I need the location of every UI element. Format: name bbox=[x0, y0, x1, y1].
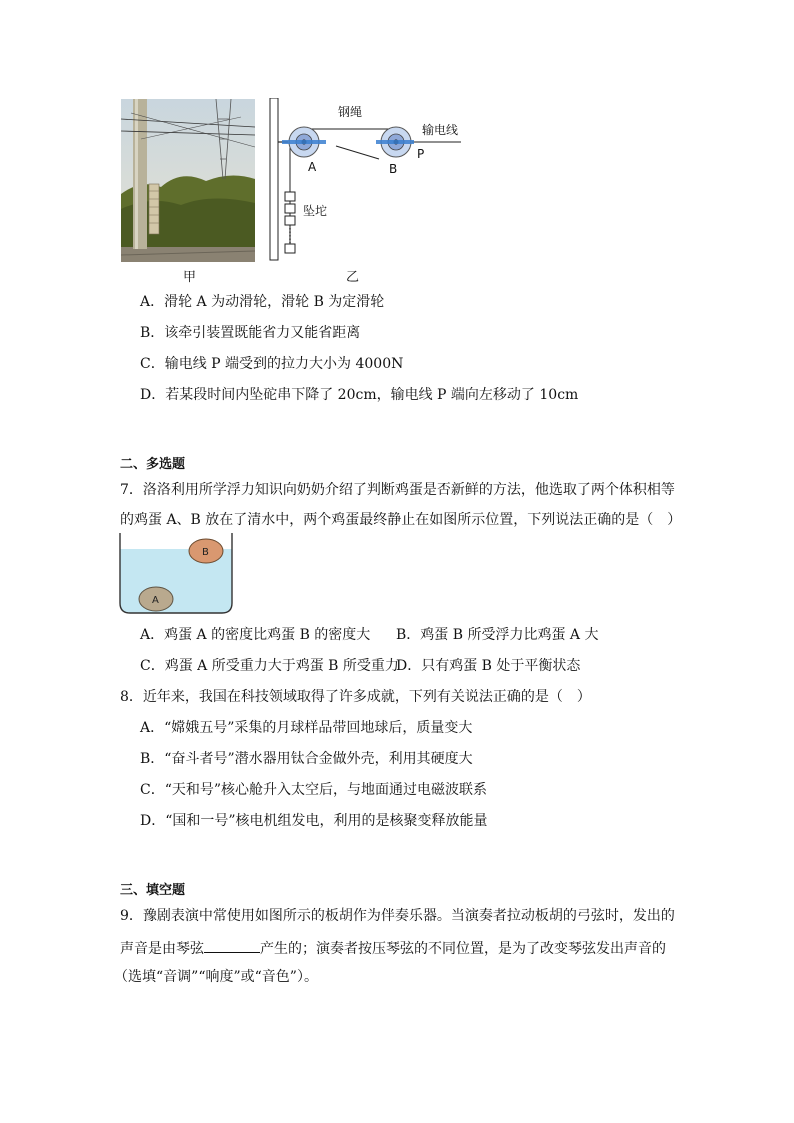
pulley-b-label: B bbox=[389, 162, 398, 176]
q9-stem-line2 bbox=[120, 938, 666, 958]
pulley-b bbox=[376, 127, 414, 157]
q6-option-d: D．若某段时间内坠砣串下降了 20cm，输电线 P 端向左移动了 10cm bbox=[140, 387, 579, 403]
q9-line2-part-a: 声音是由琴弦 bbox=[120, 941, 204, 957]
point-p-label: P bbox=[417, 147, 425, 161]
svg-text:B: B bbox=[202, 547, 209, 558]
q6-option-a: A．滑轮 A 为动滑轮，滑轮 B 为定滑轮 bbox=[140, 294, 385, 310]
figure-label-yi: 乙 bbox=[346, 270, 360, 285]
q7-option-c: C．鸡蛋 A 所受重力大于鸡蛋 B 所受重力 bbox=[140, 658, 399, 674]
q9-line2-part-b: 产生的；演奏者按压琴弦的不同位置，是为了改变琴弦发出声音的 bbox=[260, 941, 666, 957]
section-title-multiple-choice: 二、多选题 bbox=[120, 457, 186, 472]
q7-stem-line1: 7．洛洛利用所学浮力知识向奶奶介绍了判断鸡蛋是否新鲜的方法，他选取了两个体积相等 bbox=[120, 482, 675, 498]
q8-stem: 8．近年来，我国在科技领域取得了许多成就，下列有关说法正确的是（ ） bbox=[120, 689, 591, 705]
q7-option-d: D．只有鸡蛋 B 处于平衡状态 bbox=[396, 658, 581, 674]
wire-label: 输电线 bbox=[422, 123, 459, 137]
q7-stem-line2: 的鸡蛋 A、B 放在了清水中，两个鸡蛋最终静止在如图所示位置，下列说法正确的是（ ） bbox=[120, 512, 682, 528]
q8-option-a: A．“嫦娥五号”采集的月球样品带回地球后，质量变大 bbox=[140, 720, 473, 736]
section-title-fill-in: 三、填空题 bbox=[120, 883, 186, 898]
egg-b bbox=[189, 539, 223, 563]
pulley-a-label: A bbox=[308, 160, 317, 174]
weight-label: 坠坨 bbox=[303, 204, 328, 218]
pulley-a bbox=[282, 127, 326, 157]
q9-stem-line3: （选填“音调”“响度”或“音色”）。 bbox=[114, 969, 318, 985]
q8-option-c: C．“天和号”核心舱升入太空后，与地面通过电磁波联系 bbox=[140, 782, 488, 798]
q6-option-c: C．输电线 P 端受到的拉力大小为 4000N bbox=[140, 356, 404, 372]
weight-stack bbox=[285, 192, 295, 253]
q9-answer-blank[interactable] bbox=[204, 938, 260, 953]
q7-option-b: B．鸡蛋 B 所受浮力比鸡蛋 A 大 bbox=[396, 627, 599, 643]
q9-stem-line1: 9．豫剧表演中常使用如图所示的板胡作为伴奏乐器。当演奏者拉动板胡的弓弦时，发出的 bbox=[120, 908, 675, 924]
q6-option-b: B．该牵引装置既能省力又能省距离 bbox=[140, 325, 361, 341]
q8-option-d: D．“国和一号”核电机组发电，利用的是核聚变释放能量 bbox=[140, 813, 488, 829]
catenary-photo bbox=[121, 99, 255, 262]
pulley-diagram bbox=[266, 98, 466, 264]
svg-text:A: A bbox=[152, 595, 159, 606]
figure-label-jia: 甲 bbox=[183, 270, 197, 285]
egg-beaker-figure bbox=[118, 533, 234, 615]
q8-option-b: B．“奋斗者号”潜水器用钛合金做外壳，利用其硬度大 bbox=[140, 751, 473, 767]
rope-label: 钢绳 bbox=[338, 105, 363, 119]
egg-a bbox=[139, 587, 173, 611]
q7-option-a: A．鸡蛋 A 的密度比鸡蛋 B 的密度大 bbox=[140, 627, 371, 643]
